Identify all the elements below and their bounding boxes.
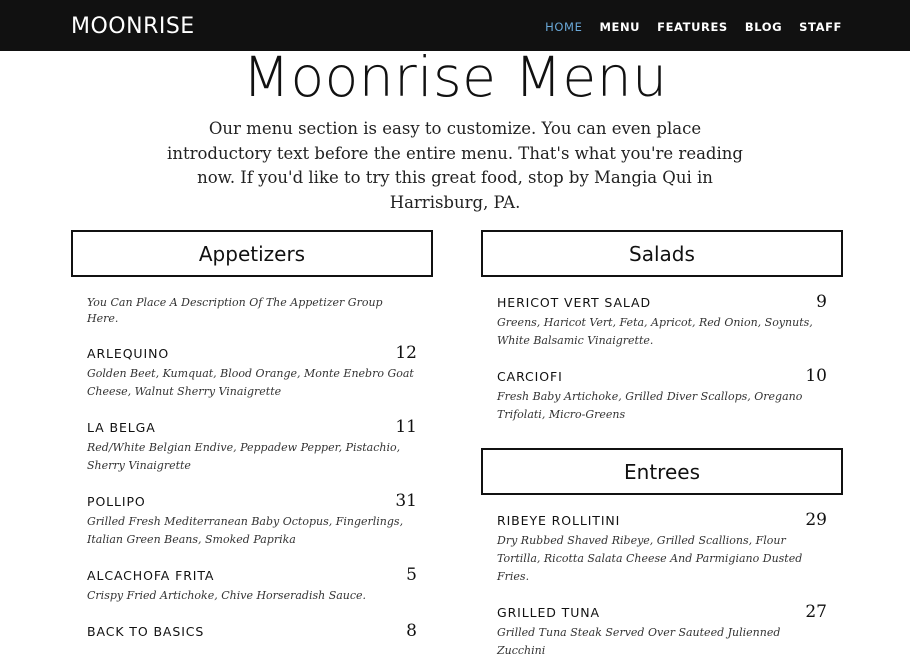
item-description: Golden Beet, Kumquat, Blood Orange, Monte Enebro Goat Cheese, Walnut Sherry Vinaigrette [87, 367, 414, 398]
item-name: LA BELGA [87, 420, 156, 435]
appetizers-list [71, 343, 433, 641]
entrees-heading: Entrees [481, 448, 843, 495]
item-description: Grilled Tuna Steak Served Over Sauteed Julienned Zucchini [497, 626, 781, 657]
intro-text: Our menu section is easy to customize. You can even place introductory text before the entire menu. That's what you're reading now. If you'd like to try this great food, stop by Mangia Qui in Harrisburg, PA. [167, 119, 743, 212]
brand-logo[interactable]: MOONRISE [71, 14, 195, 39]
nav-staff-link[interactable]: STAFF [799, 20, 842, 34]
salads-list [481, 292, 843, 424]
entrees-list [481, 510, 843, 660]
item-price: 29 [805, 510, 827, 530]
item-price: 12 [395, 343, 417, 363]
item-price: 10 [805, 366, 827, 386]
item-name: RIBEYE ROLLITINI [497, 513, 621, 528]
nav-home-link[interactable]: HOME [545, 20, 583, 34]
menu-item [497, 366, 827, 424]
item-description: Greens, Haricot Vert, Feta, Apricot, Red Onion, Soynuts, White Balsamic Vinaigrette. [497, 316, 813, 347]
nav-blog-link[interactable]: BLOG [744, 20, 783, 34]
menu-item [87, 491, 417, 549]
item-description: Fresh Baby Artichoke, Grilled Diver Scallops, Oregano Trifolati, Micro-Greens [497, 390, 803, 421]
item-name: ALCACHOFA FRITA [87, 568, 215, 583]
appetizers-heading: Appetizers [71, 230, 433, 277]
item-description: Crispy Fried Artichoke, Chive Horseradish Sauce. [87, 589, 367, 602]
item-name: BACK TO BASICS [87, 624, 205, 639]
main-nav [545, 20, 842, 34]
right-column [481, 230, 843, 660]
page-title: Moonrise Menu [242, 45, 668, 109]
item-price: 9 [816, 292, 827, 312]
item-name: HERICOT VERT SALAD [497, 295, 652, 310]
item-name: CARCIOFI [497, 369, 563, 384]
menu-item [497, 602, 827, 660]
appetizers-description: You Can Place A Description Of The Appetizer Group Here. [87, 296, 383, 325]
nav-features-link[interactable]: FEATURES [657, 20, 728, 34]
item-price: 31 [395, 491, 417, 511]
menu-item [87, 565, 417, 605]
menu-item [87, 417, 417, 475]
menu-item [87, 621, 417, 641]
salads-heading: Salads [481, 230, 843, 277]
item-price: 8 [406, 621, 417, 641]
nav-menu-link[interactable]: MENU [599, 20, 641, 34]
item-description: Dry Rubbed Shaved Ribeye, Grilled Scallions, Flour Tortilla, Ricotta Salata Cheese And Parmigiano Dusted Fries. [497, 534, 803, 583]
menu-item [87, 343, 417, 401]
item-price: 27 [805, 602, 827, 622]
menu-item [497, 292, 827, 350]
item-description: Grilled Fresh Mediterranean Baby Octopus, Fingerlings, Italian Green Beans, Smoked Paprika [87, 515, 404, 546]
item-name: ARLEQUINO [87, 346, 170, 361]
item-price: 5 [406, 565, 417, 585]
item-description: Red/White Belgian Endive, Peppadew Pepper, Pistachio, Sherry Vinaigrette [87, 441, 401, 472]
item-name: POLLIPO [87, 494, 146, 509]
appetizers-column [71, 230, 433, 643]
item-name: GRILLED TUNA [497, 605, 600, 620]
menu-item [497, 510, 827, 586]
item-price: 11 [395, 417, 417, 437]
